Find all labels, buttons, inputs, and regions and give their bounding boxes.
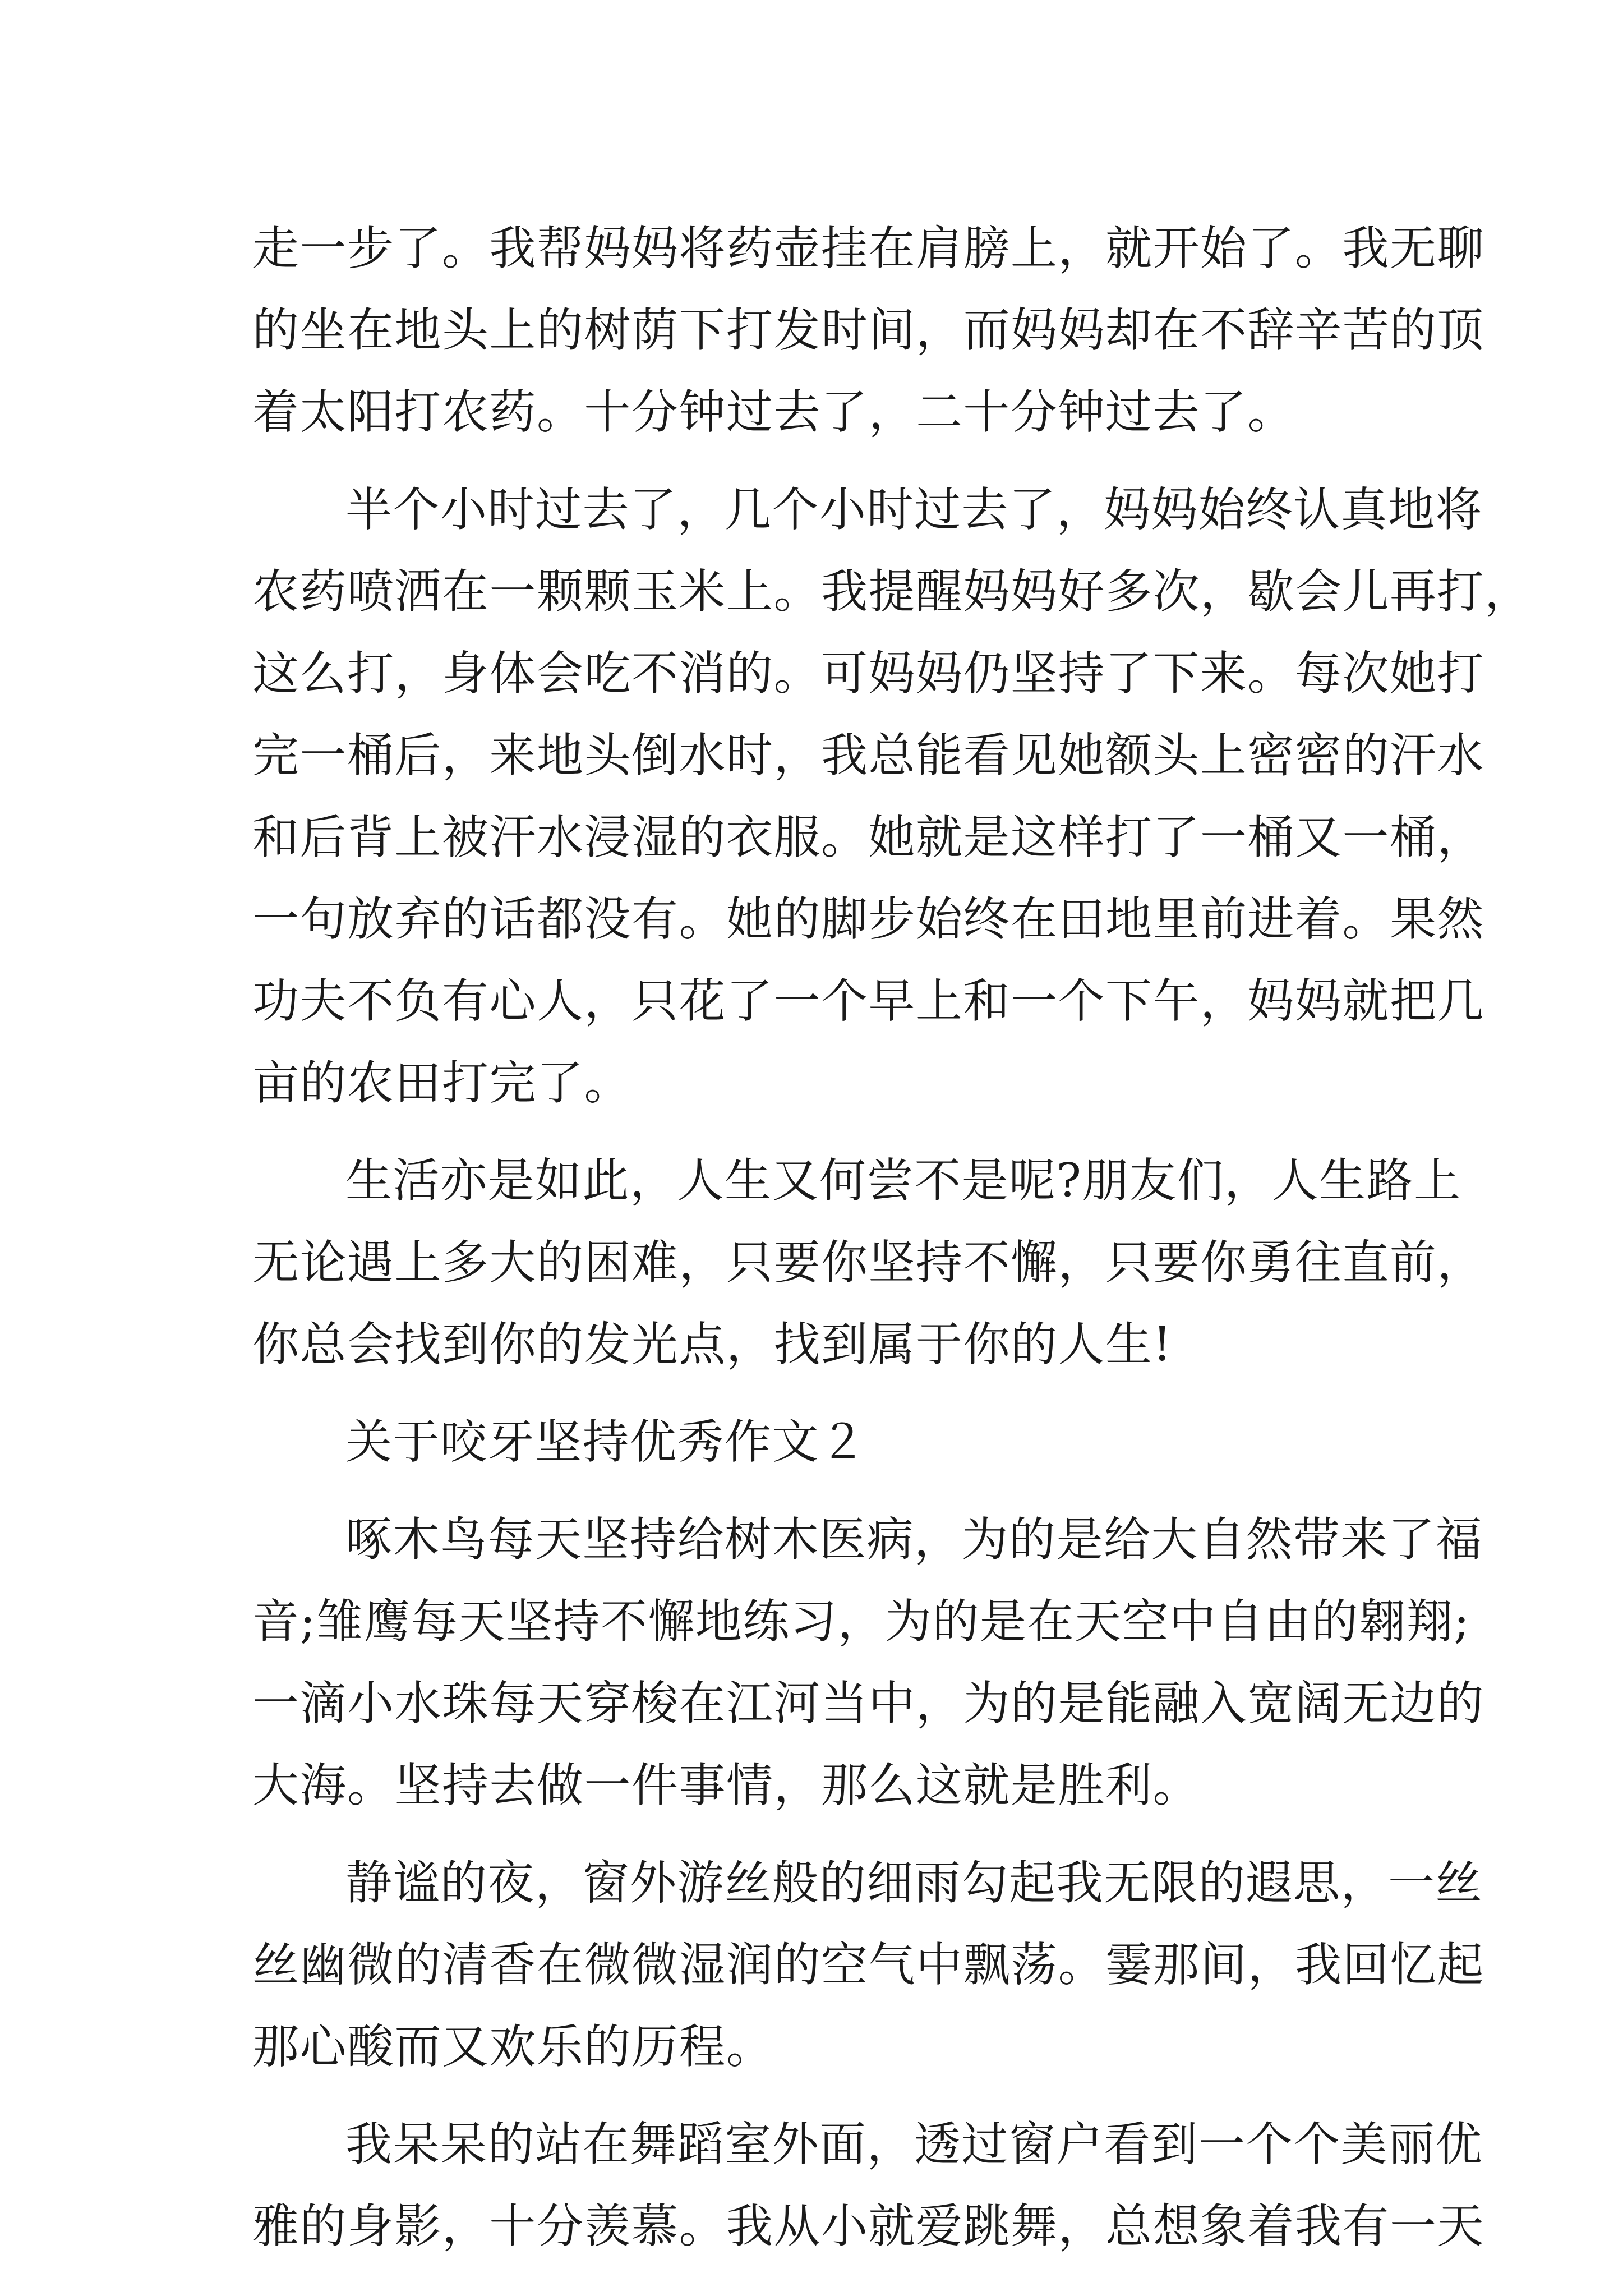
text-line: 雅的身影，十分羡慕。我从小就爱跳舞，总想象着我有一天 [252, 2199, 1484, 2253]
text-line: 音;雏鹰每天坚持不懈地练习，为的是在天空中自由的翱翔; [252, 1594, 1470, 1649]
text-line: 大海。坚持去做一件事情，那么这就是胜利。 [252, 1758, 1200, 1812]
text-line: 那心酸而又欢乐的历程。 [252, 2019, 774, 2074]
paragraph [252, 469, 1532, 1124]
text-line: 啄木鸟每天坚持给树木医病，为的是给大自然带来了福 [345, 1512, 1483, 1567]
text-line: 完一桶后，来地头倒水时，我总能看见她额头上密密的汗水 [252, 728, 1484, 783]
text-line: 农药喷洒在一颗颗玉米上。我提醒妈妈好多次，歇会儿再打， [252, 564, 1532, 619]
text-line: 无论遇上多大的困难，只要你坚持不懈，只要你勇往直前， [252, 1235, 1484, 1290]
text-line: 静谧的夜，窗外游丝般的细雨勾起我无限的遐思，一丝 [345, 1856, 1483, 1910]
text-line: 的坐在地头上的树荫下打发时间，而妈妈却在不辞辛苦的顶 [252, 303, 1484, 357]
paragraph [252, 1842, 1484, 2088]
text-line: 一滴小水珠每天穿梭在江河当中，为的是能融入宽阔无边的 [252, 1676, 1484, 1731]
text-line: 一句放弃的话都没有。她的脚步始终在田地里前进着。果然 [252, 892, 1484, 946]
paragraph [252, 2104, 1484, 2267]
heading-text: 关于咬牙坚持优秀作文２ [345, 1415, 867, 1469]
paragraph [252, 1140, 1484, 1386]
text-line: 丝幽微的清香在微微湿润的空气中飘荡。霎那间，我回忆起 [252, 1938, 1484, 1992]
text-line: 生活亦是如此，人生又何尝不是呢?朋友们，人生路上 [345, 1153, 1461, 1208]
paragraph [252, 1499, 1484, 1826]
text-line: 我呆呆的站在舞蹈室外面，透过窗户看到一个个美丽优 [345, 2117, 1483, 2171]
text-line: 功夫不负有心人，只花了一个早上和一个下午，妈妈就把几 [252, 974, 1484, 1028]
text-line: 半个小时过去了，几个小时过去了，妈妈始终认真地将 [345, 482, 1483, 537]
section-heading [252, 1401, 1380, 1483]
paragraph [252, 208, 1484, 453]
text-line: 亩的农田打完了。 [252, 1056, 631, 1110]
text-line: 着太阳打农药。十分钟过去了，二十分钟过去了。 [252, 385, 1295, 439]
text-line: 走一步了。我帮妈妈将药壶挂在肩膀上，就开始了。我无聊 [252, 221, 1484, 275]
text-line: 你总会找到你的发光点，找到属于你的人生! [252, 1317, 1173, 1372]
document-body [252, 208, 1532, 2267]
text-line: 和后背上被汗水浸湿的衣服。她就是这样打了一桶又一桶， [252, 810, 1484, 864]
text-line: 这么打，身体会吃不消的。可妈妈仍坚持了下来。每次她打 [252, 646, 1484, 701]
